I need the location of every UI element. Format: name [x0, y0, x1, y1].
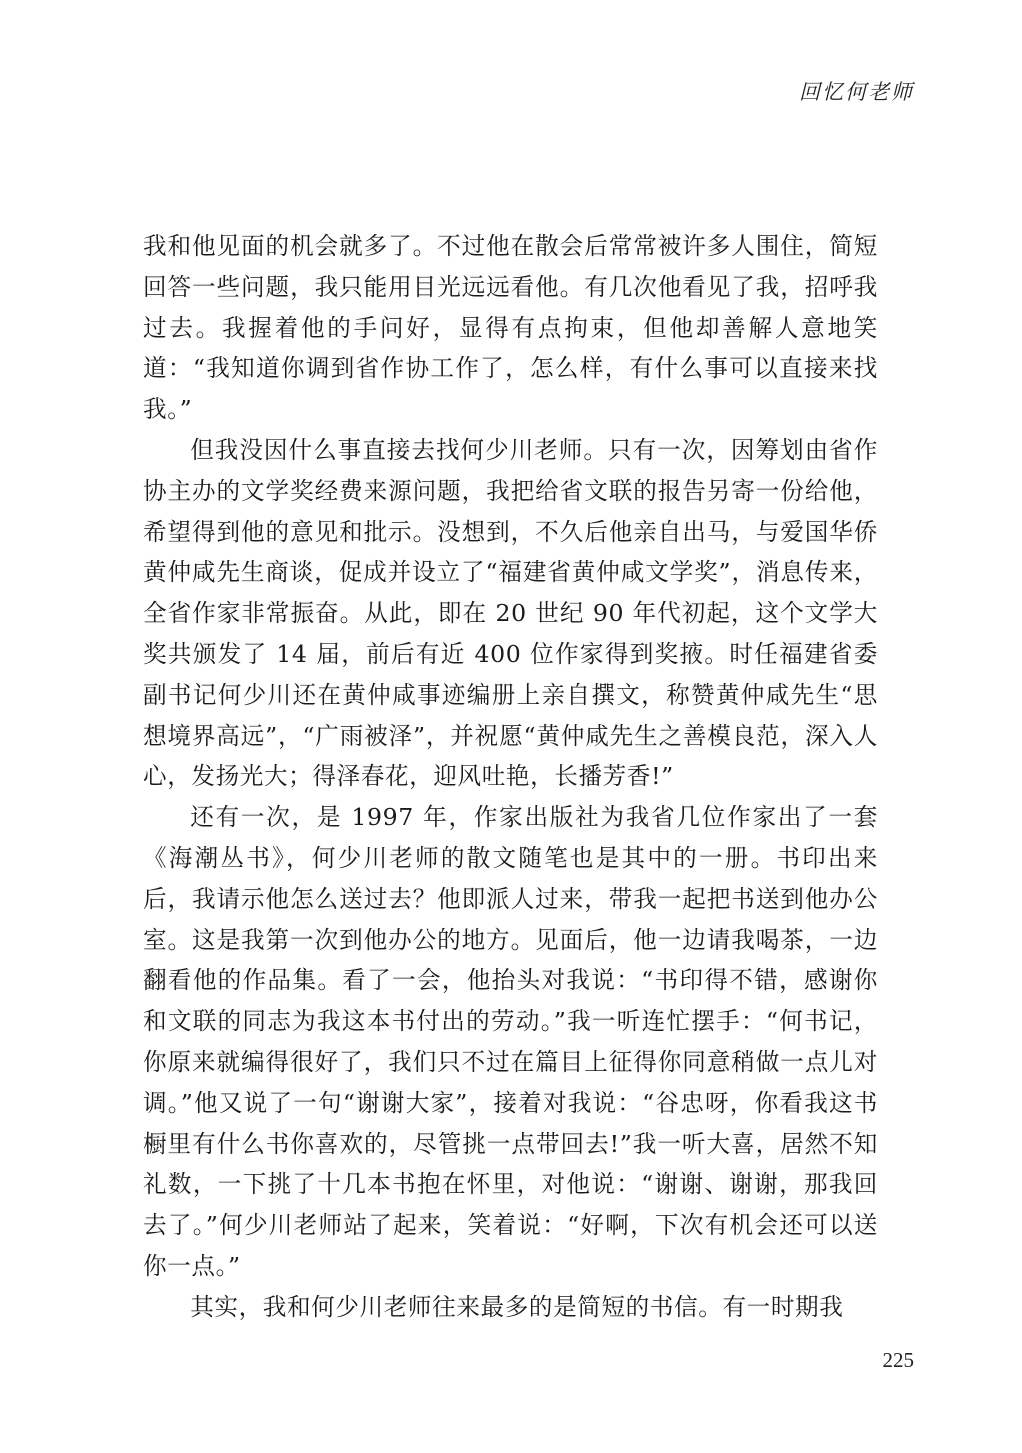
- page-number: 225: [882, 1348, 914, 1372]
- paragraph: 其实，我和何少川老师往来最多的是简短的书信。有一时期我: [190, 1292, 844, 1321]
- body-text: [143, 226, 878, 1328]
- paragraph: 还有一次，是 1997 年，作家出版社为我省几位作家出了一套《海潮丛书》，何少川老师的散文随笔也是其中的一册。书印出来后，我请示他怎么送过去？他即派人过来，带我一起把书送到他办公室。这是我第一次到他办公的地方。见面后，他一边请我喝茶，一边翻看他的作品集。看了一会，他抬头对我说：“书印得不错，感谢你和文联的同志为我这本书付出的劳动。”我一听连忙摆手：“何书记，你原来就编得很好了，我们只不过在篇目上征得你同意稍做一点儿对调。”他又说了一句“谢谢大家”，接着对我说：“谷忠呀，你看我这书橱里有什么书你喜欢的，尽管挑一点带回去!”我一听大喜，居然不知礼数，一下挑了十几本书抱在怀里，对他说：“谢谢、谢谢，那我回去了。”何少川老师站了起来，笑着说：“好啊，下次有机会还可以送你一点。”: [143, 803, 878, 1280]
- paragraph: 我和他见面的机会就多了。不过他在散会后常常被许多人围住，简短回答一些问题，我只能用目光远远看他。有几次他看见了我，招呼我过去。我握着他的手问好，显得有点拘束，但他却善解人意地笑道：“我知道你调到省作协工作了，怎么样，有什么事可以直接来找我。”: [143, 232, 878, 424]
- running-header: 回忆何老师: [799, 80, 914, 104]
- paragraph: 但我没因什么事直接去找何少川老师。只有一次，因筹划由省作协主办的文学奖经费来源问题，我把给省文联的报告另寄一份给他，希望得到他的意见和批示。没想到，不久后他亲自出马，与爱国华侨黄仲咸先生商谈，促成并设立了“福建省黄仲咸文学奖”，消息传来，全省作家非常振奋。从此，即在 20 世纪 90 年代初起，这个文学大奖共颁发了 14 届，前后有近 400 位作家得到奖掖。时任福建省委副书记何少川还在黄仲咸事迹编册上亲自撰文，称赞黄仲咸先生“思想境界高远”，“广雨被泽”，并祝愿“黄仲咸先生之善模良范，深入人心，发扬光大；得泽春花，迎风吐艳，长播芳香!”: [143, 435, 878, 791]
